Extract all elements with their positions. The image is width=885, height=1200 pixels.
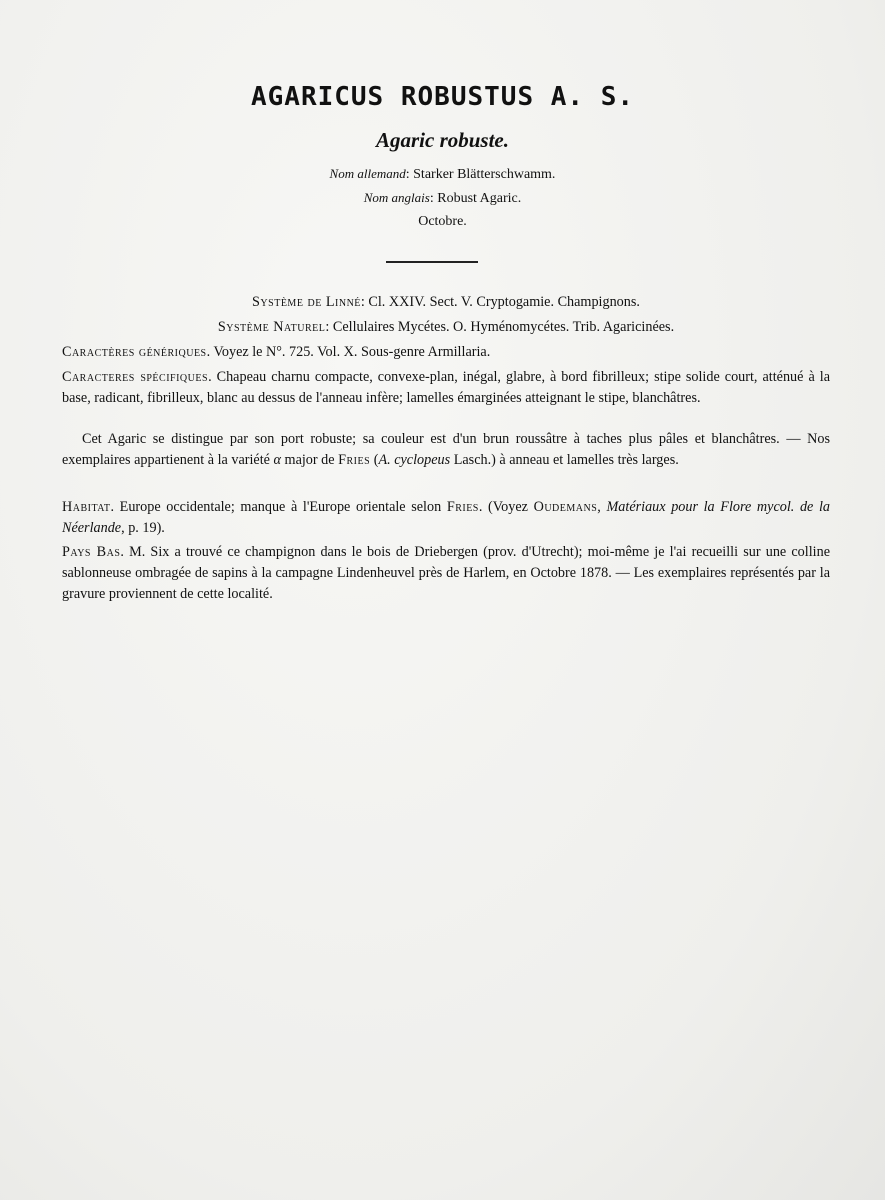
systeme-linne-label: Système de Linné [252,294,361,310]
german-name-line: Nom allemand: Starker Blätterschwamm. [329,166,556,182]
habitat-text-c: p. 19). [128,520,165,536]
divider-rule [386,261,478,263]
habitat-fries: Fries [446,499,479,515]
caracteres-specifiques-text: Chapeau charnu compacte, convexe-plan, inégal, glabre, à bord fibrilleux; stipe solide court, atténué à la base, radicant, fibrilleux, blanc au dessus de l'anneau infère; lamelles émarginées atteignant le stipe, blanchâtres. [62,369,831,406]
pays-bas-label: Pays Bas [62,544,121,560]
english-name-line: Nom anglais: Robust Agaric. [363,190,522,206]
description-alpha: α [273,452,281,468]
description-text-c: Lasch.) à anneau et lamelles très larges. [453,452,679,468]
caracteres-generiques: Caractères génériques. Voyez le N°. 725. Vol. X. Sous-genre Armillaria. [62,344,491,360]
pays-bas-text: M. Six a trouvé ce champignon dans le bois de Driebergen (prov. d'Utrecht); moi-même je l'ai recueilli sur une colline sablonneuse ombragée de sapins à la campagne Lindenheuvel près de Harlem, en Octobre 1878. — Les exemplaires représentés par la gravure proviennent de cette localité. [62,544,830,602]
systeme-naturel: Système Naturel: Cellulaires Mycétes. O. Hyménomycétes. Trib. Agaricinées. [217,319,675,335]
systeme-linne: Système de Linné: Cl. XXIV. Sect. V. Cryptogamie. Champignons. [252,294,640,310]
systeme-naturel-label: Système Naturel [217,319,326,335]
season: Octobre. [418,214,467,229]
habitat: Habitat. Europe occidentale; manque à l'Europe orientale selon Fries. (Voyez Oudemans, Matériaux pour la Flore mycol. de la Néerlande, p. 19). [62,499,830,536]
habitat-text-a: Europe occidentale; manque à l'Europe orientale selon [119,499,442,515]
habitat-reference: Matériaux pour la Flore mycol. de la Néerlande [62,499,830,536]
english-name-value: Robust Agaric. [437,191,522,206]
caracteres-generiques-text: Voyez le N°. 725. Vol. X. Sous-genre Armillaria. [213,344,491,360]
description-fries: Fries [338,452,371,468]
habitat-text-b: (Voyez [488,499,528,515]
page-title: AGARICUS ROBUSTUS A. S. [250,82,635,112]
caracteres-generiques-label: Caractères génériques [62,344,207,360]
description-text-b: major de [284,452,335,468]
description-paren: ( [373,452,379,468]
caracteres-specifiques: Caracteres spécifiques. Chapeau charnu compacte, convexe-plan, inégal, glabre, à bord fibrilleux; stipe solide court, atténué à la base, radicant, fibrilleux, blanc au dessus de l'anneau infère; lamelles émarginées atteignant le stipe, blanchâtres. [62,369,831,406]
english-name-label: Nom anglais [363,190,430,205]
habitat-oudemans: Oudemans [533,499,598,515]
pays-bas: Pays Bas. M. Six a trouvé ce champignon dans le bois de Driebergen (prov. d'Utrecht); moi-même je l'ai recueilli sur une colline sablonneuse ombragée de sapins à la campagne Lindenheuvel près de Harlem, en Octobre 1878. — Les exemplaires représentés par la gravure proviennent de cette localité. [62,544,830,602]
habitat-label: Habitat [62,499,111,515]
german-name-label: Nom allemand [329,166,406,181]
caracteres-specifiques-label: Caracteres spécifiques [62,369,209,385]
description-species: A. cyclopeus [378,452,451,468]
page-subtitle: Agaric robuste. [375,128,509,152]
systeme-linne-text: Cl. XXIV. Sect. V. Cryptogamie. Champignons. [368,294,640,310]
systeme-naturel-text: Cellulaires Mycétes. O. Hyménomycétes. Trib. Agaricinées. [332,319,675,335]
description [62,429,830,471]
german-name-value: Starker Blätterschwamm. [413,167,556,182]
description-text-a: Cet Agaric se distingue par son port robuste; sa couleur est d'un brun roussâtre à taches plus pâles et blanchâtres. — Nos exemplaires appartienent à la variété [62,431,830,468]
